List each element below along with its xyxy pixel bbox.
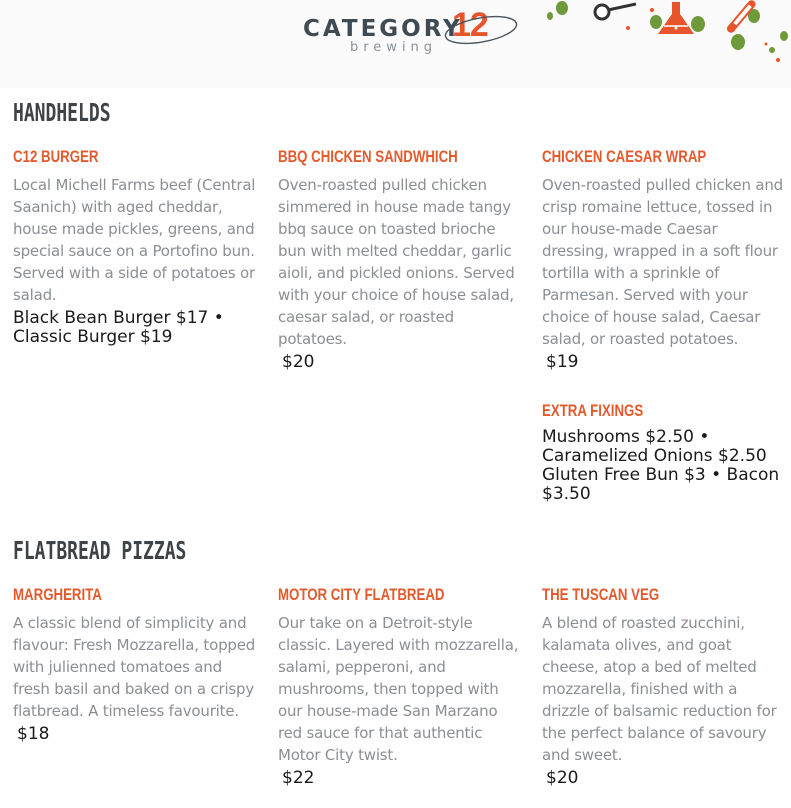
section-title-flatbread-pizzas: FLATBREAD PIZZAS <box>13 536 187 565</box>
item-price: $19 <box>546 352 579 372</box>
item-price: $20 <box>546 768 579 788</box>
item-description: A blend of roasted zucchini, kalamata olives, and goat cheese, atop a bed of melted mozzarella, finished with a drizzle of balsamic reduction for the perfect balance of savoury and sweet. <box>542 614 777 764</box>
item-price: Mushrooms $2.50 • Caramelized Onions $2.50 Gluten Free Bun $3 • Bacon $3.50 <box>542 427 780 504</box>
item-title: EXTRA FIXINGS <box>542 401 644 420</box>
logo-swoosh-icon <box>442 8 520 54</box>
item-description: Oven-roasted pulled chicken simmered in house made tangy bbq sauce on toasted brioche bun with melted cheddar, garlic aioli, and pickled onions. Served with your choice of house salad, caesar salad, or roasted potatoes. <box>278 176 515 348</box>
item-description: Local Michell Farms beef (Central Saanich) with aged cheddar, house made pickles, greens, and special sauce on a Portofino bun. Served with a side of potatoes or salad. <box>13 176 256 304</box>
menu-item <box>542 584 788 788</box>
menu-header <box>0 0 791 88</box>
item-description: A classic blend of simplicity and flavour: Fresh Mozzarella, topped with julienned tomatoes and fresh basil and baked on a crispy flatbread. A timeless favourite. <box>13 614 256 720</box>
logo-subtitle: brewing <box>350 40 438 55</box>
menu-item <box>542 146 788 372</box>
logo-number: 12 <box>452 6 488 44</box>
brewery-logo <box>300 6 520 58</box>
logo-wordmark: CATEGORY <box>303 16 463 42</box>
item-price: $22 <box>282 768 315 788</box>
menu-item <box>278 584 524 788</box>
item-description: Our take on a Detroit-style classic. Layered with mozzarella, salami, pepperoni, and mushrooms, then topped with our house-made San Marzano red sauce for that authentic Motor City twist. <box>278 614 519 764</box>
item-price: Black Bean Burger $17 • Classic Burger $19 <box>13 308 224 347</box>
item-title: C12 BURGER <box>13 147 99 166</box>
item-price: $20 <box>282 352 315 372</box>
item-title: MOTOR CITY FLATBREAD <box>278 585 445 604</box>
menu-item-extras <box>542 400 788 504</box>
section-title-handhelds: HANDHELDS <box>13 98 111 127</box>
brewing-illustration-icon <box>540 0 791 70</box>
menu-item <box>13 584 259 744</box>
item-description: Oven-roasted pulled chicken and crisp romaine lettuce, tossed in our house-made Caesar dressing, wrapped in a soft flour tortilla with a sprinkle of Parmesan. Served with your choice of house salad, Caesar salad, or roasted potatoes. <box>542 176 783 348</box>
item-title: MARGHERITA <box>13 585 102 604</box>
item-title: BBQ CHICKEN SANDWHICH <box>278 147 458 166</box>
menu-item <box>13 146 259 347</box>
item-title: THE TUSCAN VEG <box>542 585 660 604</box>
item-title: CHICKEN CAESAR WRAP <box>542 147 707 166</box>
item-price: $18 <box>17 724 50 744</box>
menu-item <box>278 146 524 372</box>
